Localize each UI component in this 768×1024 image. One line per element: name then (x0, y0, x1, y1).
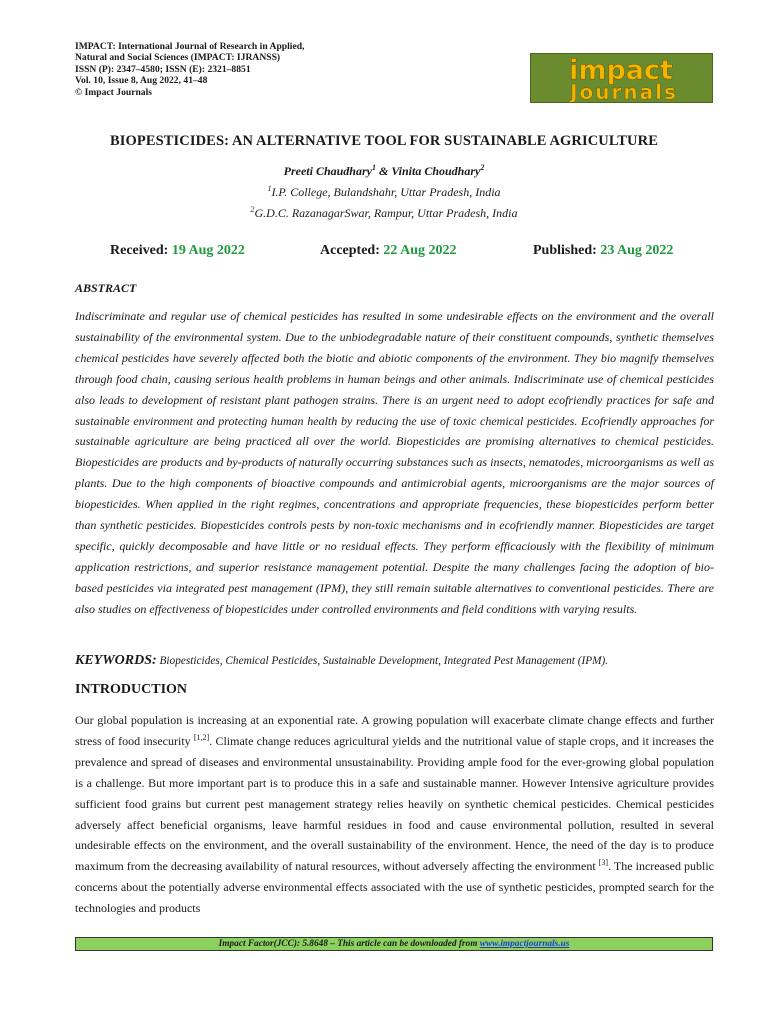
accepted-value: 22 Aug 2022 (383, 243, 457, 258)
keywords-text: Biopesticides, Chemical Pesticides, Sustainable Development, Integrated Pest Management (IPM). (156, 655, 609, 667)
author-1: Preeti Chaudhary (283, 164, 372, 178)
intro-part-3: . The increased public concerns about the potentially adverse environmental effects associated with the use of synthetic pesticides, prompted search for the technologies and products (75, 859, 715, 916)
affiliation-2-mark: 2 (250, 205, 255, 214)
footer-text: Impact Factor(JCC): 5.8648 – This article can be downloaded from (218, 939, 480, 949)
impact-journals-logo (530, 53, 713, 103)
received-date (110, 243, 245, 259)
published-label: Published: (533, 243, 597, 258)
intro-part-2: . Climate change reduces agricultural yields and the nutritional value of staple crops, and it increases the prevalence and spread of diseases and environmental unsustainability. Providing ample food for the ever-growing global population is a challenge. But more important part is to produce this in a safe and sustainable manner. However Intensive agriculture provides sufficient food grains but current pest management strategy relies heavily on synthetic chemical pesticides. Chemical pesticides adversely affect beneficial organisms, leave harmful residues in food and cause environmental pollution, resulted in several undesirable effects on the environment, and the overall sustainability of the environment. Hence, the need of the day is to produce maximum from the decreasing availability of natural resources, without adversely affecting the environment (75, 733, 714, 874)
logo-word-journals: Journals (570, 80, 678, 102)
footer-link[interactable]: www.impactjournals.us (479, 939, 570, 949)
accepted-date (320, 243, 457, 259)
journal-name-line2: Natural and Social Sciences (IMPACT: IJRANSS) (75, 52, 281, 64)
abstract-heading: ABSTRACT (75, 281, 137, 295)
author-2-affiliation-mark: 2 (480, 163, 485, 172)
journal-header (75, 41, 375, 98)
published-date (533, 243, 673, 259)
published-value: 23 Aug 2022 (600, 243, 674, 258)
received-value: 19 Aug 2022 (171, 243, 245, 258)
author-separator: & (375, 164, 392, 178)
accepted-label: Accepted: (320, 243, 380, 258)
journal-issn: ISSN (P): 2347–4580; ISSN (E): 2321–8851 (75, 63, 251, 75)
author-1-affiliation-mark: 1 (371, 163, 376, 172)
introduction-heading: INTRODUCTION (75, 682, 188, 697)
affiliation-2-text: G.D.C. RazanagarSwar, Rampur, Uttar Pradesh, India (254, 206, 518, 220)
author-line (0, 164, 768, 179)
citation-1-2[interactable]: [1,2] (193, 732, 210, 742)
paper-title: BIOPESTICIDES: AN ALTERNATIVE TOOL FOR SUSTAINABLE AGRICULTURE (110, 133, 658, 149)
journal-copyright: © Impact Journals (75, 86, 152, 98)
journal-name-line1: IMPACT: International Journal of Research in Applied, (75, 41, 305, 52)
intro-part-1: Our global population is increasing at an exponential rate. A growing population will exacerbate climate change effects and further stress of food insecurity (75, 713, 714, 748)
affiliation-1-text: I.P. College, Bulandshahr, Uttar Pradesh, India (271, 185, 501, 199)
journal-volume: Vol. 10, Issue 8, Aug 2022, 41–48 (75, 75, 208, 87)
logo-word-impact: impact (569, 55, 673, 86)
affiliation-1 (0, 185, 768, 200)
logo-graphic (531, 54, 712, 102)
affiliation-2 (0, 206, 768, 221)
citation-3[interactable]: [3] (598, 858, 609, 868)
keywords-label: KEYWORDS: (75, 653, 157, 668)
keywords (75, 651, 725, 669)
abstract-text: Indiscriminate and regular use of chemical pesticides has resulted in some undesirable effects on the environment and the overall sustainability of the environmental system. Due to the unbiodegradable nature of their constituent compounds, synthetic themselves chemical pesticides have severely affected both the biotic and abiotic components of the environment. They bio magnify themselves through food chain, causing serious health problems in human beings and other animals. Indiscriminate use of chemical pesticides also leads to development of resistant plant pathogen strains. There is an urgent need to adopt ecofriendly practices for safe and sustainable environment and protecting human health by reducing the use of toxic chemical pesticides. Ecofriendly approaches for sustainable agriculture are being practiced all over the world. Biopesticides are promising alternatives to chemical pesticides. Biopesticides are products and by-products of naturally occurring substances such as insects, nematodes, microorganisms as well as plants. Due to the high components of bioactive compounds and antimicrobial agents, microorganisms are the major sources of biopesticides. When applied in the right regimes, concentrations and appropriate frequencies, these biopesticides perform better than synthetic pesticides. Biopesticides controls pests by non-toxic mechanisms and in ecofriendly manner. Biopesticides are target specific, quickly decomposable and have little or no residual effects. They perform efficaciously with the flexibility of minimum application restrictions, and superior resistance management potential. Despite the many challenges facing the adoption of bio-based pesticides via integrated pest management (IPM), they still remain suitable alternatives to conventional pesticides. There are also studies on effectiveness of biopesticides under controlled environments and field conditions with varying results. (75, 309, 714, 616)
affiliation-1-mark: 1 (267, 184, 272, 193)
received-label: Received: (110, 243, 169, 258)
introduction-text (75, 710, 714, 919)
footer-bar (75, 937, 713, 951)
author-2: Vinita Choudhary (391, 164, 481, 178)
